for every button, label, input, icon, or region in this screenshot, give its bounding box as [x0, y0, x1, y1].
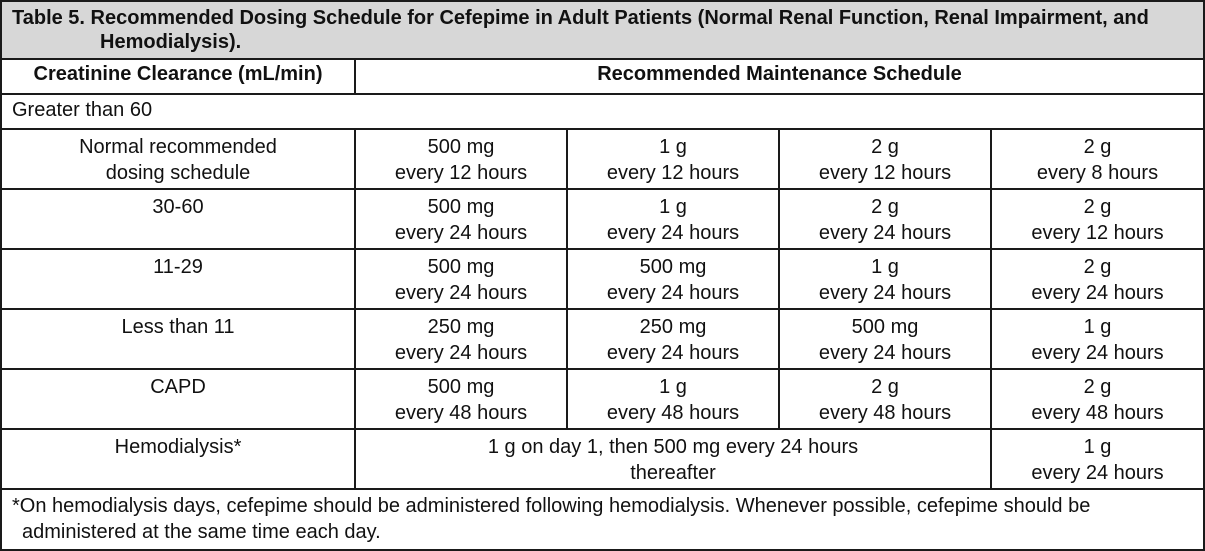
- dose-amount: 2 g: [871, 376, 899, 398]
- dose-amount: 500 mg: [427, 196, 495, 218]
- dose-interval: every 48 hours: [606, 402, 740, 424]
- table-row: [1, 189, 1204, 249]
- dose-amount: 1 g: [871, 256, 899, 278]
- dose-cell: [355, 249, 567, 309]
- table-row: [1, 129, 1204, 189]
- dose-interval: every 24 hours: [606, 282, 740, 304]
- table-row: [1, 309, 1204, 369]
- table-title-text: Table 5. Recommended Dosing Schedule for Cefepime in Adult Patients (Normal Renal Function, Renal Impairment, and Hemodialysis).: [12, 7, 1149, 53]
- footnote-text: *On hemodialysis days, cefepime should be administered following hemodialysis. Whenever possible, cefepime should be administered at the same time each day.: [12, 495, 1091, 543]
- dose-amount: 1 g: [659, 136, 687, 158]
- row-label: Hemodialysis*: [1, 429, 355, 489]
- dose-interval: every 24 hours: [394, 222, 528, 244]
- footnote-row: [1, 489, 1204, 550]
- dose-interval: every 24 hours: [606, 222, 740, 244]
- row-label-text: Normal recommended dosing schedule: [79, 136, 277, 184]
- header-row: [1, 59, 1204, 94]
- table-row: [1, 369, 1204, 429]
- dose-interval: every 24 hours: [818, 342, 952, 364]
- dose-interval: every 24 hours: [818, 282, 952, 304]
- dose-cell: [355, 309, 567, 369]
- dose-interval: every 8 hours: [1036, 162, 1159, 184]
- dose-cell: [779, 309, 991, 369]
- row-label: 11-29: [1, 249, 355, 309]
- dose-interval: every 12 hours: [394, 162, 528, 184]
- dose-cell: [567, 369, 779, 429]
- dose-amount: 500 mg: [639, 256, 707, 278]
- row-label: [1, 129, 355, 189]
- dose-amount: 2 g: [871, 136, 899, 158]
- dose-amount: 2 g: [1083, 136, 1112, 158]
- dose-interval: every 12 hours: [606, 162, 740, 184]
- dose-amount: 500 mg: [427, 136, 495, 158]
- dose-interval: every 24 hours: [394, 342, 528, 364]
- dose-cell: [355, 129, 567, 189]
- row-label: Less than 11: [1, 309, 355, 369]
- dose-cell: [991, 189, 1204, 249]
- dose-cell: [779, 369, 991, 429]
- dose-amount: 250 mg: [427, 316, 495, 338]
- header-maintenance-schedule: Recommended Maintenance Schedule: [355, 59, 1204, 94]
- dose-cell: [991, 249, 1204, 309]
- dose-cell: [779, 249, 991, 309]
- dose-cell: [355, 369, 567, 429]
- dose-cell: [779, 189, 991, 249]
- dose-interval: every 12 hours: [818, 162, 952, 184]
- dose-interval: every 24 hours: [394, 282, 528, 304]
- dose-interval: every 24 hours: [606, 342, 740, 364]
- dose-cell: [355, 189, 567, 249]
- dose-cell: [991, 369, 1204, 429]
- dose-amount: 500 mg: [427, 256, 495, 278]
- dose-cell: [567, 309, 779, 369]
- dose-cell: [779, 129, 991, 189]
- dose-interval: every 48 hours: [394, 402, 528, 424]
- row-label: CAPD: [1, 369, 355, 429]
- section-row: [1, 94, 1204, 129]
- dose-amount: 1 g: [659, 196, 687, 218]
- dose-amount: 1 g: [1083, 436, 1112, 458]
- dose-amount: 2 g: [1083, 256, 1112, 278]
- dose-interval: every 12 hours: [1031, 222, 1164, 244]
- dose-interval: every 48 hours: [1031, 402, 1164, 424]
- dose-amount: 1 g: [659, 376, 687, 398]
- dose-cell: [567, 249, 779, 309]
- merged-dose-cell: [355, 429, 991, 489]
- dose-amount: 1 g: [1083, 316, 1112, 338]
- dose-cell: [991, 429, 1204, 489]
- dose-cell: [567, 129, 779, 189]
- header-creatinine-clearance: Creatinine Clearance (mL/min): [1, 59, 355, 94]
- dose-amount: 500 mg: [427, 376, 495, 398]
- dose-amount: 500 mg: [851, 316, 919, 338]
- dose-amount: 2 g: [871, 196, 899, 218]
- dose-interval: every 24 hours: [818, 222, 952, 244]
- dose-interval: every 24 hours: [1031, 342, 1164, 364]
- table-row: [1, 249, 1204, 309]
- dose-amount: 250 mg: [639, 316, 707, 338]
- dose-interval: every 48 hours: [818, 402, 952, 424]
- merged-dose-line-2: thereafter: [630, 462, 716, 484]
- footnote: [1, 489, 1204, 550]
- dose-cell: [991, 309, 1204, 369]
- dose-amount: 2 g: [1083, 196, 1112, 218]
- section-label: Greater than 60: [1, 94, 1204, 129]
- dose-cell: [991, 129, 1204, 189]
- table-title: [1, 1, 1204, 59]
- dose-amount: 2 g: [1083, 376, 1112, 398]
- table-row-hemodialysis: [1, 429, 1204, 489]
- row-label: 30-60: [1, 189, 355, 249]
- merged-dose-line-1: 1 g on day 1, then 500 mg every 24 hours: [487, 436, 859, 458]
- title-row: [1, 1, 1204, 59]
- dose-cell: [567, 189, 779, 249]
- dose-interval: every 24 hours: [1031, 282, 1164, 304]
- dose-interval: every 24 hours: [1031, 462, 1164, 484]
